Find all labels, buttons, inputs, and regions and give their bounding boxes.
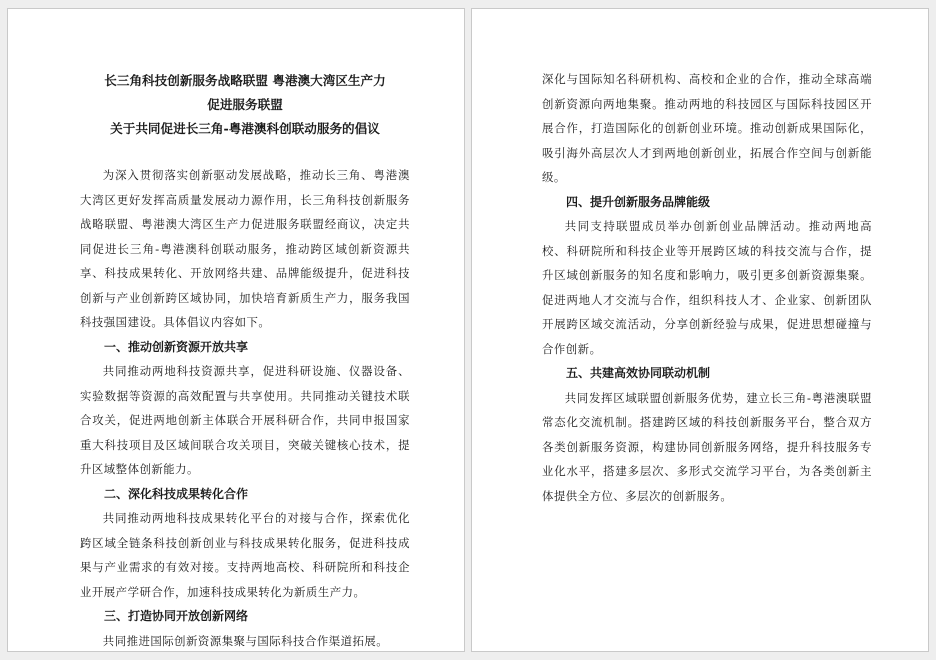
section-3-body-start: 共同推进国际创新资源集聚与国际科技合作渠道拓展。: [102, 633, 389, 648]
title-spacer: [80, 141, 410, 163]
section-4-heading: 四、提升创新服务品牌能级: [566, 194, 711, 209]
section-1-heading: 一、推动创新资源开放共享: [104, 339, 249, 354]
document-title-line-1: 长三角科技创新服务战略联盟 粤港澳大湾区生产力: [104, 73, 386, 88]
document-page-left: [7, 8, 465, 652]
section-4-body: 共同支持联盟成员举办创新创业品牌活动。推动两地高校、科研院所和科技企业等开展跨区域的科技交流与合作，提升区域创新服务的知名度和影响力，吸引更多创新资源集聚。促进两地人才交流与合作，组织科技人才、企业家、创新团队开展跨区域交流活动，分享创新经验与成果，促进思想碰撞与合作创新。: [542, 219, 872, 356]
section-3-body-continued: 深化与国际知名科研机构、高校和企业的合作，推动全球高端创新资源向两地集聚。推动两地的科技园区与国际科技园区开展合作，打造国际化的创新创业环境。推动创新成果国际化，吸引海外高层次人才到两地创新创业，拓展合作空间与创新能级。: [542, 72, 872, 184]
section-3-heading: 三、打造协同开放创新网络: [104, 609, 249, 623]
page-right-content: [542, 67, 872, 508]
document-title-line-2: 促进服务联盟: [207, 97, 283, 112]
document-subtitle: 关于共同促进长三角-粤港澳科创联动服务的倡议: [110, 121, 380, 136]
section-5-body: 共同发挥区域联盟创新服务优势，建立长三角-粤港澳联盟常态化交流机制。搭建跨区域的科技创新服务平台，整合双方各类创新服务资源，构建协同创新服务网络，提升科技服务专业化水平，搭建多层次、多形式交流学习平台，为各类创新主体提供全方位、多层次的创新服务。: [542, 390, 872, 503]
section-2-body: 共同推动两地科技成果转化平台的对接与合作，探索优化跨区域全链条科技创新创业与科技成果转化服务，促进科技成果与产业需求的有效对接。支持两地高校、科研院所和科技企业开展产学研合作，加速科技成果转化为新质生产力。: [80, 511, 410, 599]
section-2-heading: 二、深化科技成果转化合作: [104, 486, 249, 501]
document-page-right: [471, 8, 929, 652]
intro-paragraph: 为深入贯彻落实创新驱动发展战略，推动长三角、粤港澳大湾区更好发挥高质量发展动力源作用，长三角科技创新服务战略联盟、粤港澳大湾区生产力促进服务联盟经商议，决定共同促进长三角-粤港澳科创联动服务，推动跨区域创新资源共享、科技成果转化、开放网络共建、品牌能级提升，促进科技创新与产业创新跨区域协同，加快培育新质生产力，服务我国科技强国建设。具体倡议内容如下。: [80, 168, 410, 329]
page-left-content: [80, 69, 410, 653]
section-1-body: 共同推动两地科技资源共享，促进科研设施、仪器设备、实验数据等资源的高效配置与共享使用。共同推动关键技术联合攻关，促进两地创新主体联合开展科研合作，共同申报国家重大科技项目及区域间联合攻关项目，突破关键核心技术，提升区域整体创新能力。: [80, 364, 410, 476]
section-5-heading: 五、共建高效协同联动机制: [566, 366, 711, 380]
